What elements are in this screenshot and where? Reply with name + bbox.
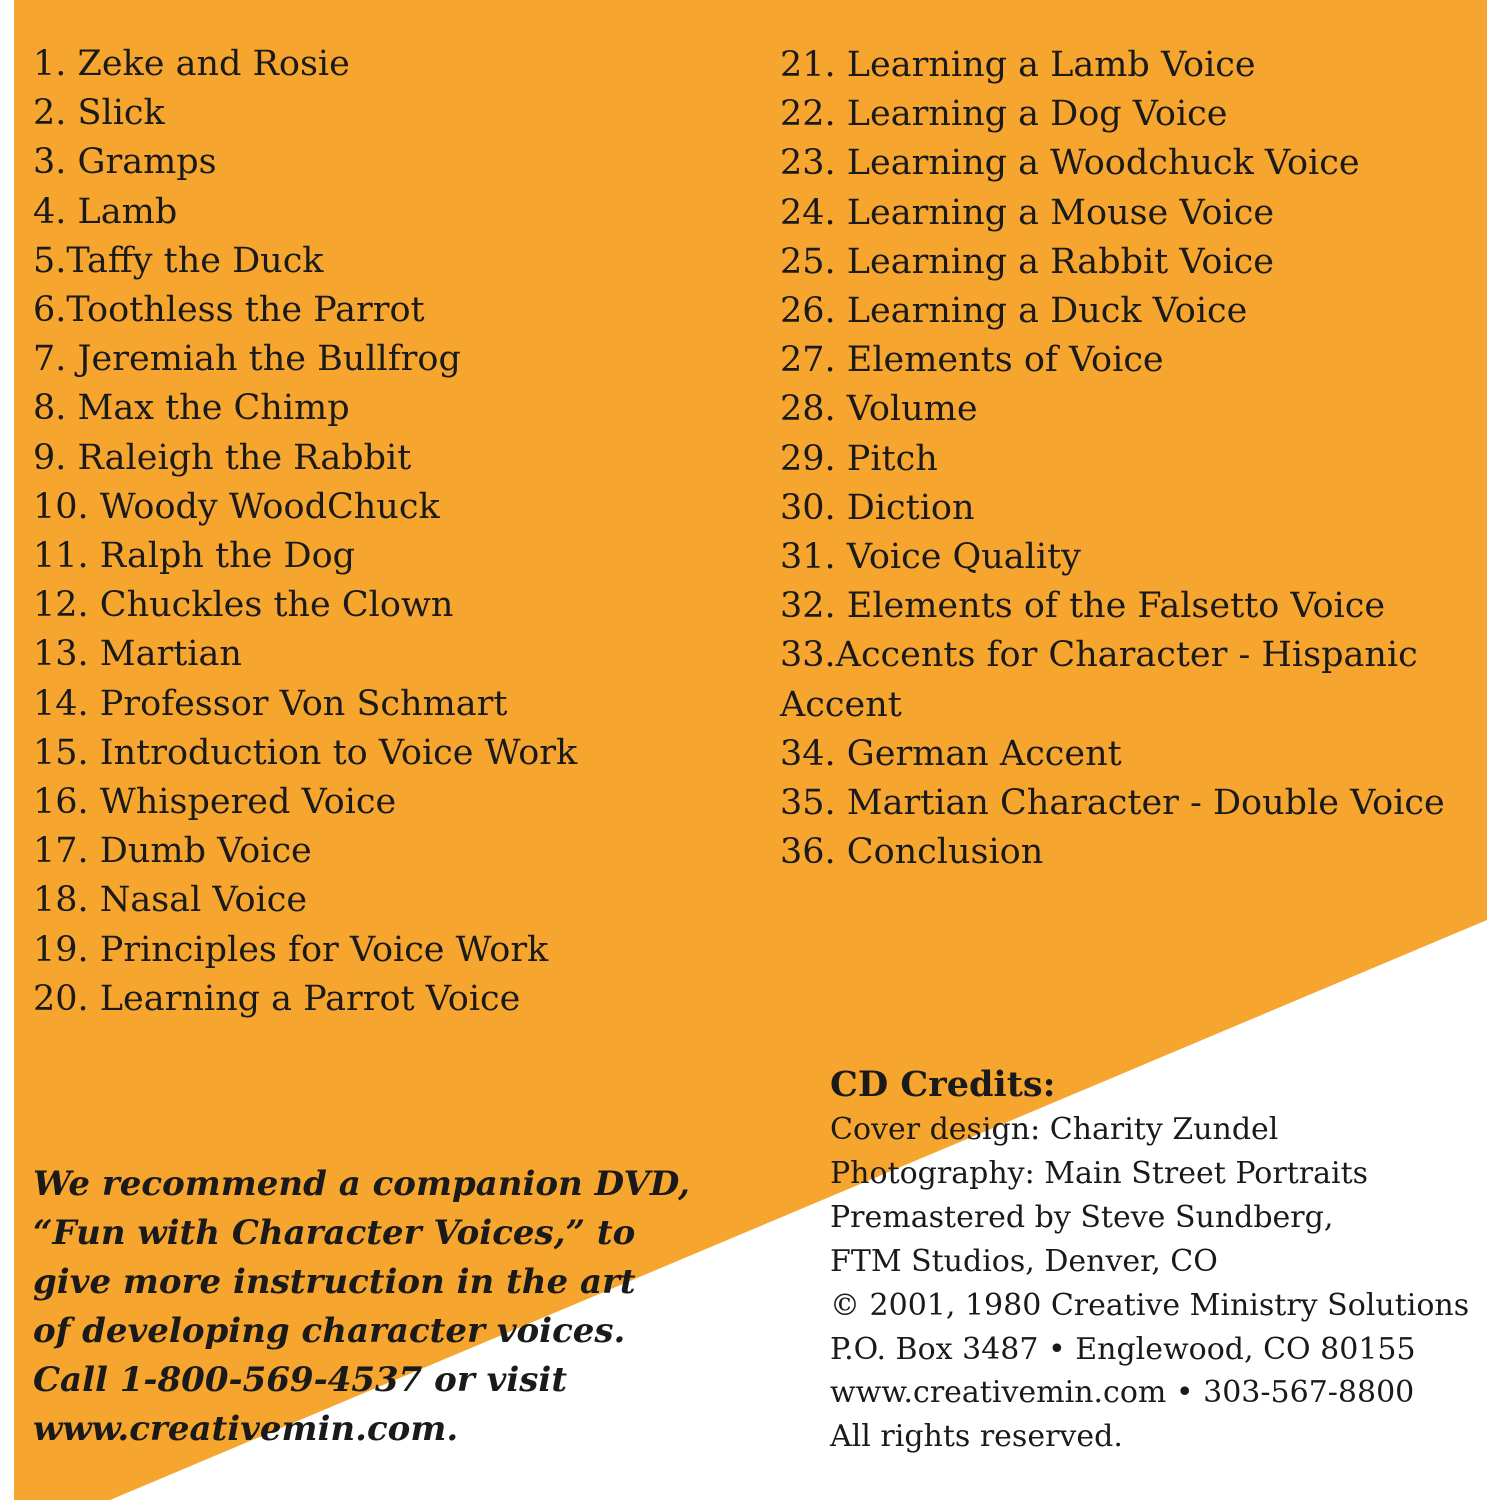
cd-credits: [830, 1062, 1490, 1459]
credit-line: All rights reserved.: [830, 1419, 1123, 1455]
track-item: 11. Ralph the Dog: [33, 536, 356, 577]
track-item: 16. Whispered Voice: [33, 782, 397, 823]
track-item: 6.Toothless the Parrot: [33, 290, 425, 331]
track-item: 29. Pitch: [780, 438, 938, 479]
track-item: 15. Introduction to Voice Work: [33, 732, 578, 773]
credit-line: Photography: Main Street Portraits: [830, 1155, 1369, 1191]
track-item: 30. Diction: [780, 487, 975, 528]
track-item: 33.Accents for Character - Hispanic Accent: [780, 635, 1418, 725]
track-item: 8. Max the Chimp: [33, 388, 350, 429]
credits-heading: CD Credits:: [830, 1064, 1056, 1105]
track-item: 2. Slick: [33, 93, 165, 134]
credit-line: Cover design: Charity Zundel: [830, 1112, 1279, 1147]
credit-line: P.O. Box 3487 • Englewood, CO 80155: [830, 1331, 1416, 1367]
track-item: 14. Professor Von Schmart: [33, 683, 508, 724]
track-item: 3. Gramps: [33, 142, 217, 183]
recommendation-line: give more instruction in the art: [33, 1262, 636, 1302]
track-item: 24. Learning a Mouse Voice: [780, 192, 1275, 233]
track-item: 10. Woody WoodChuck: [33, 486, 440, 527]
track-item: 35. Martian Character - Double Voice: [780, 783, 1445, 824]
track-item: 19. Principles for Voice Work: [33, 929, 549, 970]
recommendation-line: Call 1-800-569-4537 or visit: [33, 1360, 568, 1400]
track-item: 13. Martian: [33, 634, 242, 675]
track-item: 22. Learning a Dog Voice: [780, 94, 1228, 135]
track-item: 27. Elements of Voice: [780, 340, 1164, 381]
credit-line: © 2001, 1980 Creative Ministry Solutions: [830, 1287, 1470, 1323]
track-item: 18. Nasal Voice: [33, 880, 308, 921]
track-item: 9. Raleigh the Rabbit: [33, 437, 412, 478]
track-item: 32. Elements of the Falsetto Voice: [780, 586, 1386, 627]
track-list-right: [780, 41, 1480, 877]
track-item: 26. Learning a Duck Voice: [780, 291, 1248, 332]
recommendation-line: of developing character voices.: [33, 1311, 626, 1351]
track-item: 23. Learning a Woodchuck Voice: [780, 143, 1360, 184]
track-item: 36. Conclusion: [780, 832, 1044, 873]
track-list-left: [33, 40, 753, 1024]
track-item: 31. Voice Quality: [780, 537, 1081, 578]
track-item: 17. Dumb Voice: [33, 831, 312, 872]
track-item: 28. Volume: [780, 389, 978, 430]
recommendation-line: www.creativemin.com.: [33, 1409, 459, 1449]
track-item: 25. Learning a Rabbit Voice: [780, 241, 1274, 282]
credit-line: Premastered by Steve Sundberg,: [830, 1199, 1334, 1235]
track-item: 5.Taffy the Duck: [33, 240, 324, 281]
credit-line: FTM Studios, Denver, CO: [830, 1243, 1218, 1279]
track-item: 7. Jeremiah the Bullfrog: [33, 339, 461, 380]
track-item: 34. German Accent: [780, 733, 1122, 774]
track-item: 4. Lamb: [33, 191, 178, 232]
recommendation-line: We recommend a companion DVD,: [33, 1164, 690, 1204]
track-item: 21. Learning a Lamb Voice: [780, 45, 1256, 85]
companion-dvd-recommendation: [33, 1160, 733, 1454]
track-item: 20. Learning a Parrot Voice: [33, 978, 521, 1019]
track-item: 1. Zeke and Rosie: [33, 44, 350, 84]
credit-line: www.creativemin.com • 303-567-8800: [830, 1375, 1415, 1411]
track-item: 12. Chuckles the Clown: [33, 585, 454, 626]
recommendation-line: “Fun with Character Voices,” to: [33, 1213, 636, 1253]
